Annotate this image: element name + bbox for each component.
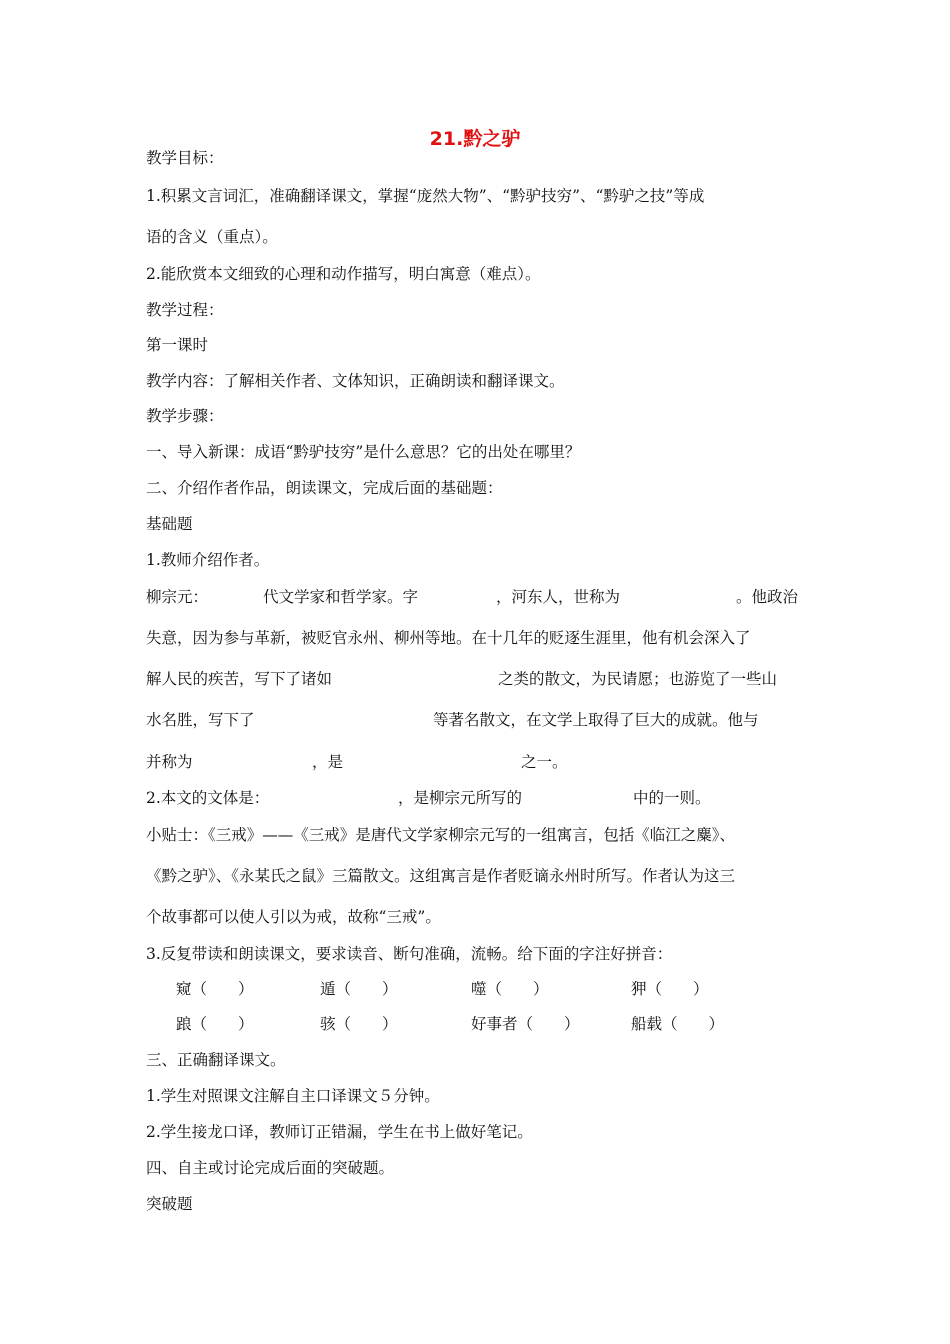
pinyin-item: 好事者（ ） xyxy=(471,1015,580,1033)
author-line-2: 失意，因为参与革新，被贬官永州、柳州等地。在十几年的贬逐生涯里，他有机会深入了 xyxy=(146,629,751,647)
process-heading: 教学过程： xyxy=(146,301,224,319)
author-line-1b: 代文学家和哲学家。字 xyxy=(263,588,419,606)
pinyin-item: 噬（ ） xyxy=(471,980,549,998)
basic-q3: 3.反复带读和朗读课文，要求读音、断句准确，流畅。给下面的字注好拼音： xyxy=(146,945,673,963)
teaching-content: 教学内容：了解相关作者、文体知识，正确朗读和翻译课文。 xyxy=(146,372,565,390)
author-line-5b: ，是 xyxy=(312,753,344,771)
author-line-1d: 。他政治 xyxy=(736,588,799,606)
translate-1: 1.学生对照课文注解自主口译课文５分钟。 xyxy=(146,1087,440,1105)
tip-line-2: 《黔之驴》、《永某氏之鼠》三篇散文。这组寓言是作者贬谪永州时所写。作者认为这三 xyxy=(146,867,736,885)
step-1: 一、导入新课：成语“黔驴技穷”是什么意思？它的出处在哪里？ xyxy=(146,443,581,461)
translate-2: 2.学生接龙口译，教师订正错漏，学生在书上做好笔记。 xyxy=(146,1123,533,1141)
basic-q2b: ，是柳宗元所写的 xyxy=(398,789,523,807)
basic-q2a: 2.本文的文体是： xyxy=(146,789,270,807)
author-line-4b: 等著名散文，在文学上取得了巨大的成就。他与 xyxy=(433,711,759,729)
basic-q1: 1.教师介绍作者。 xyxy=(146,551,270,569)
steps-heading: 教学步骤： xyxy=(146,407,224,425)
step-4: 四、自主或讨论完成后面的突破题。 xyxy=(146,1159,395,1177)
basic-heading: 基础题 xyxy=(146,515,193,533)
tip-line-3: 个故事都可以使人引以为戒，故称“三戒”。 xyxy=(146,908,441,926)
pinyin-item: 骇（ ） xyxy=(320,1015,398,1033)
lesson-label: 第一课时 xyxy=(146,336,209,354)
author-line-5c: 之一。 xyxy=(521,753,568,771)
step-2: 二、介绍作者作品，朗读课文，完成后面的基础题： xyxy=(146,479,503,497)
page-title: 21.黔之驴 xyxy=(429,128,521,150)
pinyin-item: 狎（ ） xyxy=(631,980,709,998)
author-line-5a: 并称为 xyxy=(146,753,193,771)
pinyin-item: 船载（ ） xyxy=(631,1015,725,1033)
tip-line-1: 小贴士：《三戒》——《三戒》是唐代文学家柳宗元写的一组寓言，包括《临江之麋》、 xyxy=(146,826,736,844)
pinyin-item: 遁（ ） xyxy=(320,980,398,998)
author-line-4a: 水名胜，写下了 xyxy=(146,711,255,729)
author-line-3a: 解人民的疾苦，写下了诸如 xyxy=(146,670,333,688)
pinyin-item: 踉（ ） xyxy=(176,1015,254,1033)
author-line-3b: 之类的散文，为民请愿；也游览了一些山 xyxy=(498,670,778,688)
breakthrough-heading: 突破题 xyxy=(146,1195,193,1213)
step-3: 三、正确翻译课文。 xyxy=(146,1051,286,1069)
goal-1-line-2: 语的含义（重点）。 xyxy=(146,228,278,246)
goal-1-line-1: 1.积累文言词汇，准确翻译课文，掌握“庞然大物”、“黔驴技穷”、“黔驴之技”等成 xyxy=(146,187,705,205)
author-line-1c: ，河东人，世称为 xyxy=(496,588,621,606)
basic-q2c: 中的一则。 xyxy=(633,789,711,807)
author-line-1a: 柳宗元： xyxy=(146,588,209,606)
goals-heading: 教学目标： xyxy=(146,149,224,167)
pinyin-item: 窥（ ） xyxy=(176,980,254,998)
goal-2: 2.能欣赏本文细致的心理和动作描写，明白寓意（难点）。 xyxy=(146,265,541,283)
